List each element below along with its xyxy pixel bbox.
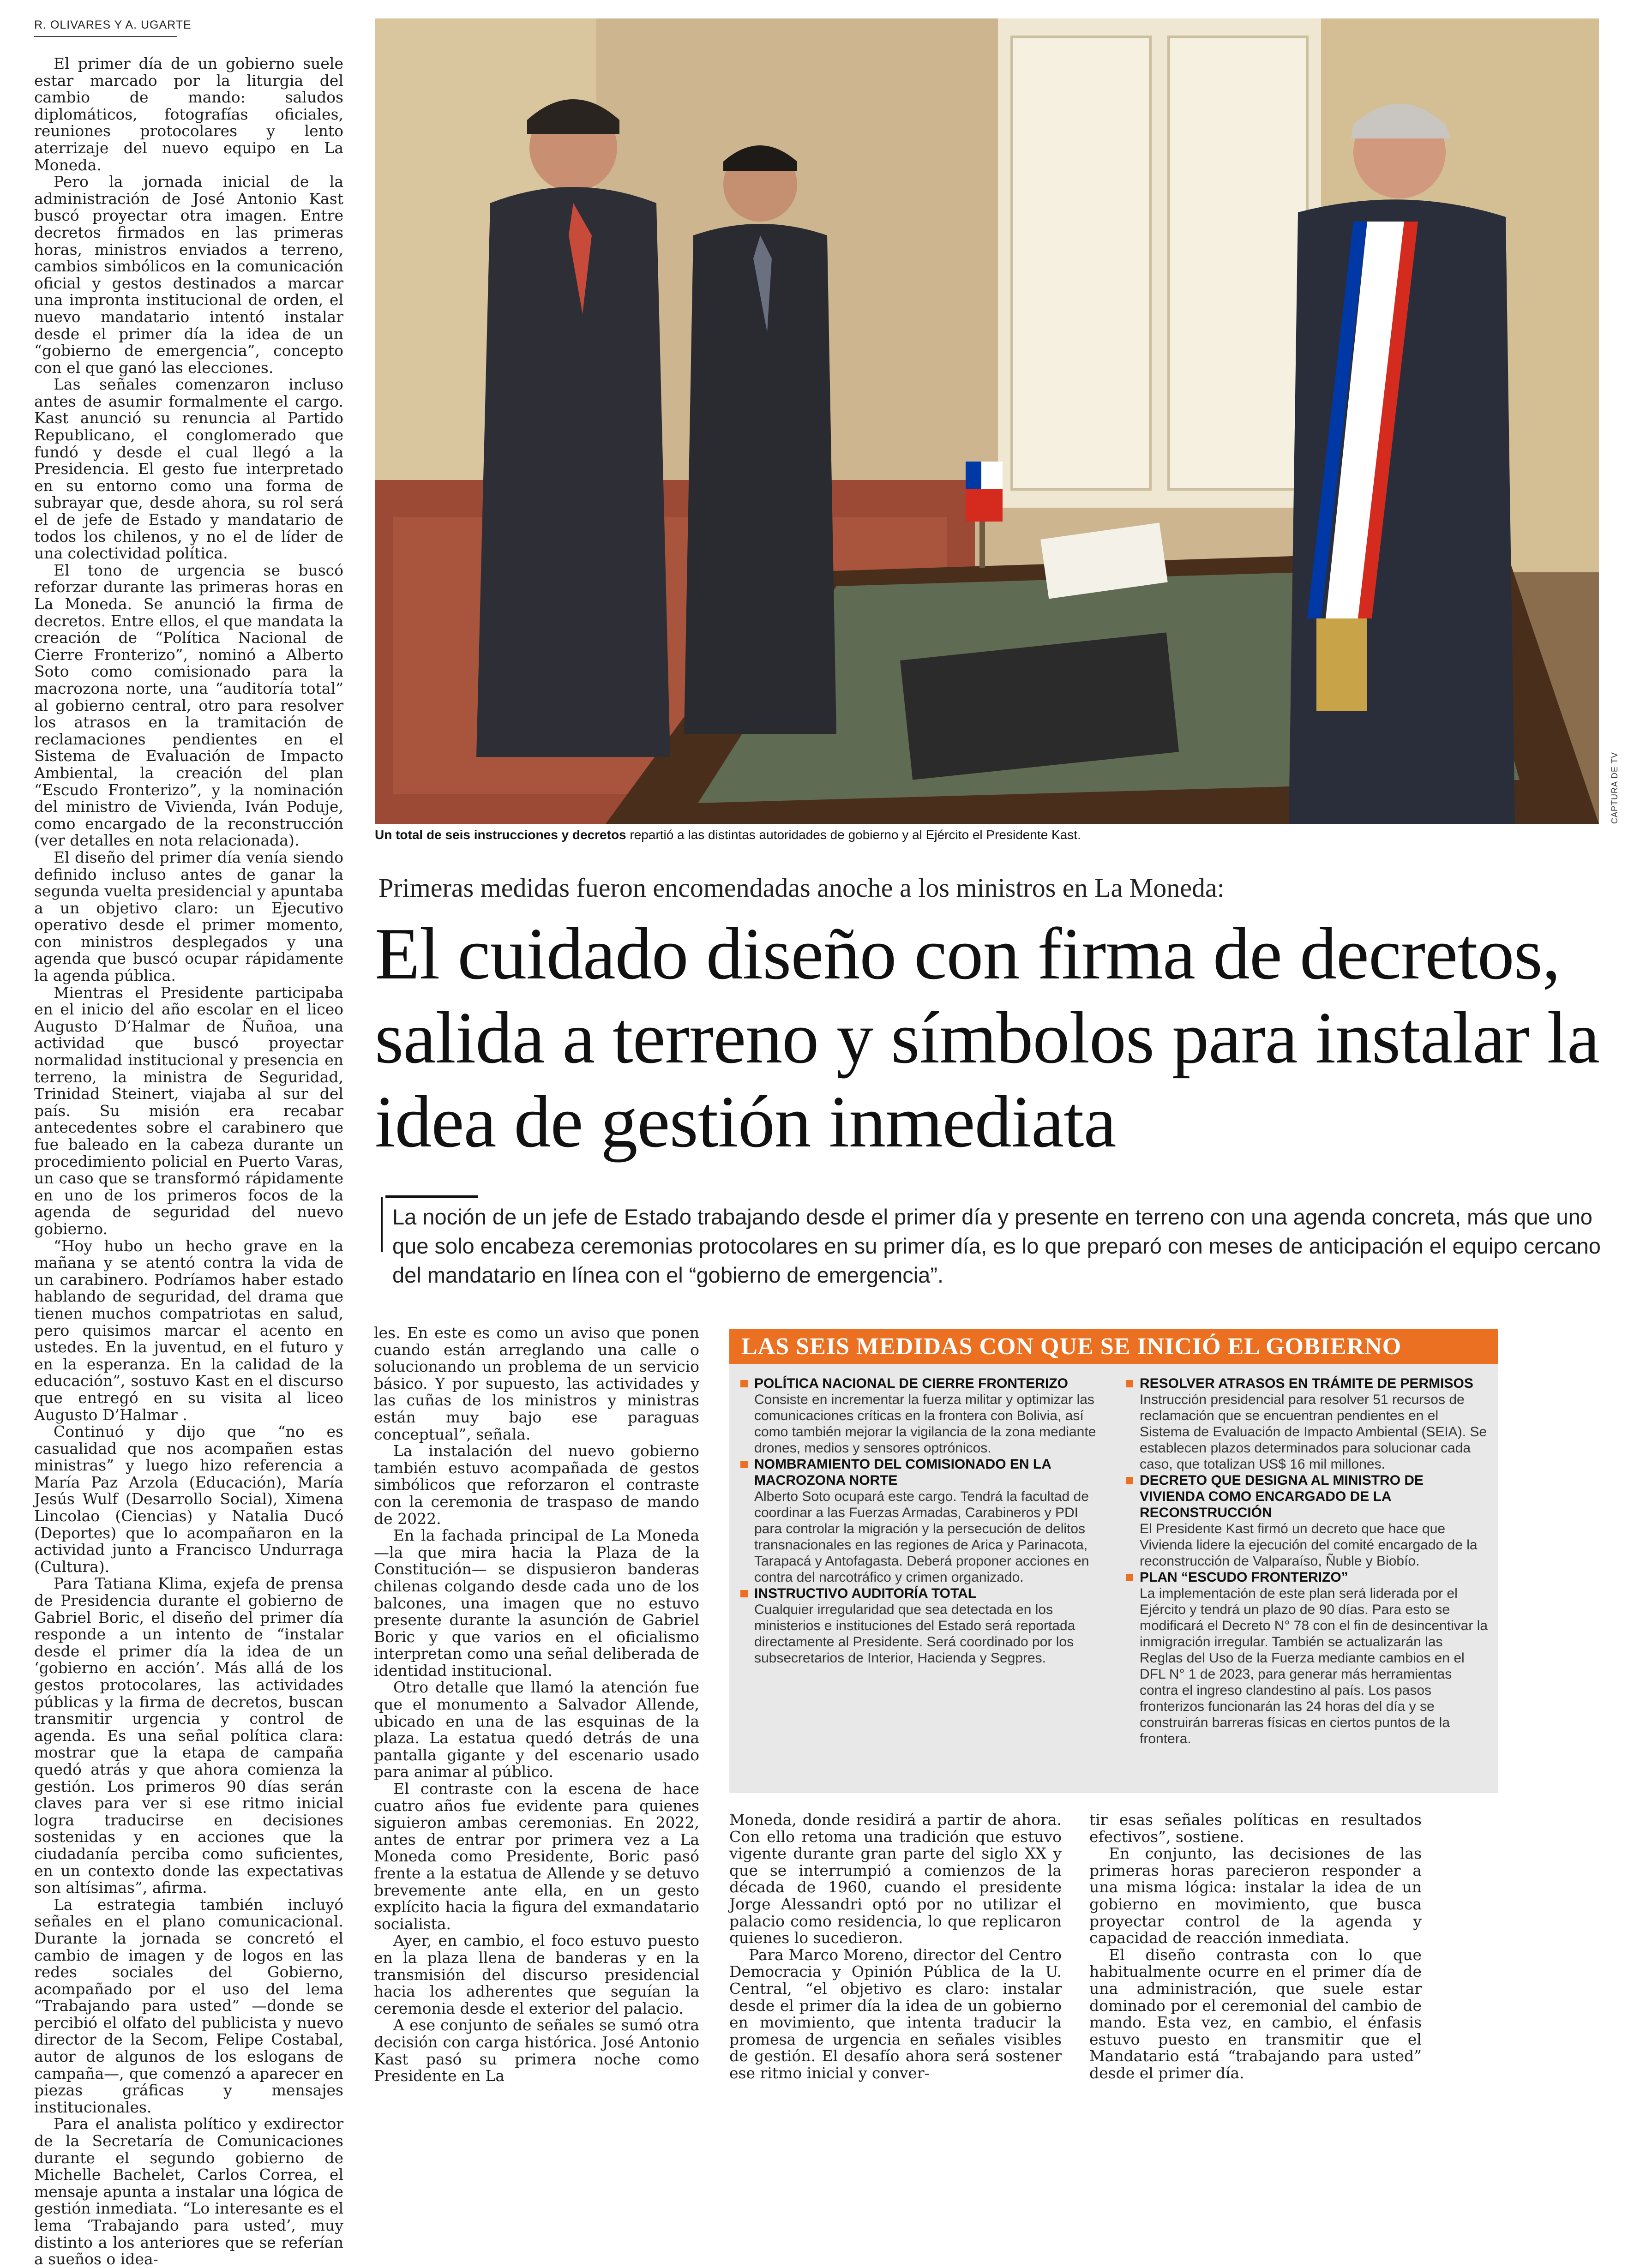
paragraph: El diseño contrasta con lo que habitualmente ocurre en el primer día de una administración, que suele estar dominado por el ceremonial del cambio de mando. Esta vez, en cambio, el énfasis estuvo puesto en transmitir que el Mandatario está “trabajando para usted” desde el primer día. <box>1089 1945 1422 2082</box>
deck-bar <box>381 1197 383 1252</box>
paragraph: “Hoy hubo un hecho grave en la mañana y se atentó contra la vida de un carabinero. Podríamos haber estado hablando de seguridad, del drama que tienen muchos compatriotas en salud, pero quisimos marcar el acento en ustedes. En la juventud, en el futuro y en la esperanza. En la calidad de la educación”, sostuvo Kast en el discurso que entregó en su visita al liceo Augusto D’Halmar . <box>34 1236 343 1424</box>
deck: La noción de un jefe de Estado trabajando desde el primer día y presente en terreno con una agenda concreta, más que uno que solo encabeza ceremonias protocolares en su primer día, es lo que preparó con meses de anticipación el equipo cercano del mandatario en línea con el “gobierno de emergencia”. <box>392 1205 1601 1287</box>
measure-body: Cualquier irregularidad que sea detectada en los ministerios e instituciones del Estado será reportada directamente al Presidente. Será coordinado por los subsecretarios de Interior, Hacienda y Segpres. <box>754 1602 1075 1666</box>
deck-rule <box>385 1195 478 1198</box>
paragraph: El diseño del primer día venía siendo definido incluso antes de ganar la segunda vuelta presidencial y apuntaba a un objetivo claro: un Ejecutivo operativo desde el primer momento, con ministros desplegados y una agenda que buscó ocupar rápidamente la agenda pública. <box>34 848 343 985</box>
measures-right-column <box>1124 1375 1489 1747</box>
paragraph: Para Tatiana Klima, exjefa de prensa de Presidencia durante el gobierno de Gabriel Boric, el diseño del primer día responde a un intento de “instalar desde el primer día la idea de un ‘gobierno en acción’. Más allá de los gestos protocolares, las actividades públicas y la firma de decretos, buscan transmitir urgencia y control de agenda. Es una señal política clara: mostrar que la etapa de campaña quedó atrás y que ahora comienza la gestión. Los primeros 90 días serán claves para ver si ese ritmo inicial logra traducirse en decisiones sostenidas y en acciones que la ciudadanía perciba como suficientes, en un contexto donde las expectativas son altísimas”, afirma. <box>34 1574 343 1897</box>
article-column-2 <box>374 1325 699 2109</box>
article-column-4 <box>1089 1812 1422 2112</box>
photo-illustration <box>375 18 1599 824</box>
orange-bullet-icon <box>1126 1477 1133 1484</box>
measure-body: El Presidente Kast firmó un decreto que hace que Vivienda lidere la ejecución del comité encargado de la reconstrucción de Valparaíso, Ñuble y Biobío. <box>1140 1521 1478 1569</box>
paragraph: La instalación del nuevo gobierno también estuvo acompañada de gestos simbólicos que reforzaron el contraste con la ceremonia de traspaso de mando de 2022. <box>374 1442 699 1528</box>
byline-rule <box>34 36 177 37</box>
photo-caption <box>375 828 1603 842</box>
photo-credit: CAPTURA DE TV <box>1610 752 1619 824</box>
measure-heading: PLAN “ESCUDO FRONTERIZO” <box>1124 1569 1489 1585</box>
measure-heading: RESOLVER ATRASOS EN TRÁMITE DE PERMISOS <box>1124 1375 1489 1392</box>
measure-body: Instrucción presidencial para resolver 51 recursos de reclamación que se encuentran pendientes en el Sistema de Evaluación de Impacto Ambiental (SEIA). Se establecen plazos determinados para solucionar cada caso, que totalizan US$ 16 mil millones. <box>1140 1392 1487 1472</box>
orange-bullet-icon <box>740 1461 748 1468</box>
paragraph: Pero la jornada inicial de la administración de José Antonio Kast buscó proyectar otra imagen. Entre decretos firmados en las primeras horas, ministros enviados a terreno, cambios simbólicos en la comunicación oficial y gestos destinados a marcar una impronta institucional de orden, el nuevo mandatario intentó instalar desde el primer día la idea de un “gobierno de emergencia”, concepto con el que ganó las elecciones. <box>34 173 343 377</box>
orange-bullet-icon <box>740 1590 748 1597</box>
paragraph: La estrategia también incluyó señales en el plano comunicacional. Durante la jornada se concretó el cambio de imagen y de logos en las redes sociales del Gobierno, acompañado por el uso del lema “Trabajando para usted” —donde se percibió el olfato del publicista y nuevo director de la Secom, Felipe Costabal, autor de algunos de los eslogans de campaña—, que comenzó a aparecer en piezas gráficas y mensajes institucionales. <box>34 1895 343 2116</box>
paragraph: El primer día de un gobierno suele estar marcado por la liturgia del cambio de mando: saludos diplomáticos, fotografías oficiales, reuniones protocolares y lento aterrizaje del nuevo equipo en La Moneda. <box>34 54 343 174</box>
paragraph: tir esas señales políticas en resultados efectivos”, sostiene. <box>1089 1811 1422 1846</box>
paragraph: Mientras el Presidente participaba en el inicio del año escolar en el liceo Augusto D’Halmar de Ñuñoa, una actividad que buscó proyectar normalidad institucional y presencia en terreno, la ministra de Seguridad, Trinidad Steinert, viajaba al sur del país. Su misión era recabar antecedentes sobre el carabinero que fue baleado en la cabeza durante un procedimiento policial en Puerto Varas, un caso que se transformó rápidamente en uno de los primeros focos de la agenda de seguridad del nuevo gobierno. <box>34 983 343 1238</box>
paragraph: Continuó y dijo que “no es casualidad que nos acompañen estas ministras” y luego hizo referencia a María Paz Arzola (Educación), María Jesús Wulf (Desarrollo Social), Ximena Lincolao (Ciencias) y Natalia Ducó (Deportes) que lo acompañaron en la actividad junto a Francisco Undurraga (Cultura). <box>34 1422 343 1576</box>
paragraph: Moneda, donde residirá a partir de ahora. Con ello retoma una tradición que estuvo vigente durante gran parte del siglo XX y que se interrumpió a comienzos de la década de 1960, cuando el presidente Jorge Alessandri optó por no utilizar el palacio como residencia, lo que replicaron quienes lo sucedieron. <box>729 1811 1062 1947</box>
paragraph: Ayer, en cambio, el foco estuvo puesto en la plaza llena de banderas y en la transmisión del discurso presidencial hacia los adherentes que seguían la ceremonia desde el exterior del palacio. <box>374 1932 699 2017</box>
kicker: Primeras medidas fueron encomendadas anoche a los ministros en La Moneda: <box>378 873 1225 903</box>
byline: R. OLIVARES Y A. UGARTE <box>34 18 192 31</box>
headline: El cuidado diseño con firma de decretos, salida a terreno y símbolos para instalar la idea de gestión inmediata <box>375 912 1599 1163</box>
measure-heading: NOMBRAMIENTO DEL COMISIONADO EN LA MACROZONA NORTE <box>739 1456 1103 1488</box>
paragraph: Otro detalle que llamó la atención fue que el monumento a Salvador Allende, ubicado en una de las esquinas de la plaza. La estatua quedó detrás de una pantalla gigante y del escenario usado para animar al público. <box>374 1678 699 1781</box>
measure-body: Consiste en incrementar la fuerza militar y optimizar las comunicaciones críticas en la frontera con Bolivia, así como también mejorar la vigilancia de la zona mediante drones, medios y sensores optrónicos. <box>754 1392 1096 1456</box>
measure-body: La implementación de este plan será liderada por el Ejército y tendrá un plazo de 90 días. Para esto se modificará el Decreto N° 78 con el fin de desincentivar la inmigración irregular. También se actualizarán las Reglas del Uso de la Fuerza mediante cambios en el DFL N° 1 de 2023, para generar más herramientas contra el ingreso clandestino al país. Los pasos fronterizos funcionarán las 24 horas del día y se construirán barreras físicas en ciertos puntos de la frontera. <box>1140 1586 1488 1746</box>
paragraph: Para Marco Moreno, director del Centro Democracia y Opinión Pública de la U. Central, “el objetivo es claro: instalar desde el primer día la idea de un gobierno en movimiento, que intenta traducir la promesa de urgencia en señales visibles de gestión. El desafío ahora será sostener ese ritmo inicial y conver- <box>729 1945 1062 2082</box>
measures-box-title: LAS SEIS MEDIDAS CON QUE SE INICIÓ EL GOBIERNO <box>729 1329 1498 1364</box>
measure-heading: DECRETO QUE DESIGNA AL MINISTRO DE VIVIENDA COMO ENCARGADO DE LA RECONSTRUCCIÓN <box>1124 1472 1489 1521</box>
caption-lead: Un total de seis instrucciones y decretos <box>375 828 626 842</box>
paragraph: El tono de urgencia se buscó reforzar durante las primeras horas en La Moneda. Se anunció la firma de decretos. Entre ellos, el que mandata la creación de “Política Nacional de Cierre Fronterizo”, nominó a Alberto Soto como comisionado para la macrozona norte, una “auditoría total” al gobierno central, otro para resolver los atrasos en la tramitación de reclamaciones pendientes en el Sistema de Evaluación de Impacto Ambiental, la creación del plan “Escudo Fronterizo”, y la nominación del ministro de Vivienda, Iván Poduje, como encargado de la reconstrucción (ver detalles en nota relacionada). <box>34 561 343 850</box>
article-column-3 <box>729 1812 1062 2112</box>
measures-left-column <box>739 1375 1103 1666</box>
measure-body: Alberto Soto ocupará este cargo. Tendrá la facultad de coordinar a las Fuerzas Armadas, Carabineros y PDI para controlar la migración y la persecución de delitos transnacionales en las regiones de Arica y Parinacota, Tarapacá y Antofagasta. Deberá proponer acciones en contra del narcotráfico y crimen organizado. <box>754 1489 1089 1585</box>
paragraph: les. En este es como un aviso que ponen cuando están arreglando una calle o solucionando un problema de un servicio básico. Y por supuesto, las actividades y las cuñas de los ministros y ministras están muy bajo ese paraguas conceptual”, señala. <box>374 1324 699 1443</box>
orange-bullet-icon <box>1126 1380 1133 1387</box>
orange-bullet-icon <box>1126 1574 1133 1581</box>
paragraph: Las señales comenzaron incluso antes de asumir formalmente el cargo. Kast anunció su renuncia al Partido Republicano, el conglomerado que fundó y desde el cual llegó a la Presidencia. El gesto fue interpretado en su entorno como una forma de subrayar que, desde ahora, su rol será el de jefe de Estado y mandatario de todos los chilenos, y no el de líder de una colectividad política. <box>34 375 343 563</box>
paragraph: En la fachada principal de La Moneda —la que mira hacia la Plaza de la Constitución— se dispusieron banderas chilenas colgando desde cada uno de los balcones, una imagen que no estuvo presente durante la asunción de Gabriel Boric y que varios en el oficialismo interpretan como una señal deliberada de identidad institucional. <box>374 1526 699 1680</box>
paragraph: En conjunto, las decisiones de las primeras horas parecieron responder a una misma lógica: instalar la idea de un gobierno en movimiento, que busca proyectar control de la agenda y capacidad de reacción inmediata. <box>1089 1844 1422 1947</box>
caption-text: repartió a las distintas autoridades de gobierno y al Ejército el Presidente Kast. <box>626 828 1081 842</box>
orange-bullet-icon <box>740 1380 748 1387</box>
article-column-1 <box>34 54 343 2268</box>
measure-heading: INSTRUCTIVO AUDITORÍA TOTAL <box>739 1585 1103 1602</box>
news-photo <box>375 18 1599 824</box>
measure-heading: POLÍTICA NACIONAL DE CIERRE FRONTERIZO <box>739 1375 1103 1392</box>
measures-box <box>729 1329 1498 1793</box>
paragraph: Para el analista político y exdirector de la Secretaría de Comunicaciones durante el segundo gobierno de Michelle Bachelet, Carlos Correa, el mensaje apunta a instalar una lógica de gestión inmediata. “Lo interesante es el lema ‘Trabajando para usted’, muy distinto a los anteriores que se referían a sueños o idea- <box>34 2115 343 2268</box>
paragraph: A ese conjunto de señales se sumó otra decisión con carga histórica. José Antonio Kast pasó su primera noche como Presidente en La <box>374 2016 699 2085</box>
paragraph: El contraste con la escena de hace cuatro años fue evidente para quienes siguieron ambas ceremonias. En 2022, antes de entrar por primera vez a La Moneda como Presidente, Boric pasó frente a la estatua de Allende y se detuvo brevemente ante ella, en un gesto explícito hacia la figura del exmandatario socialista. <box>374 1780 699 1933</box>
